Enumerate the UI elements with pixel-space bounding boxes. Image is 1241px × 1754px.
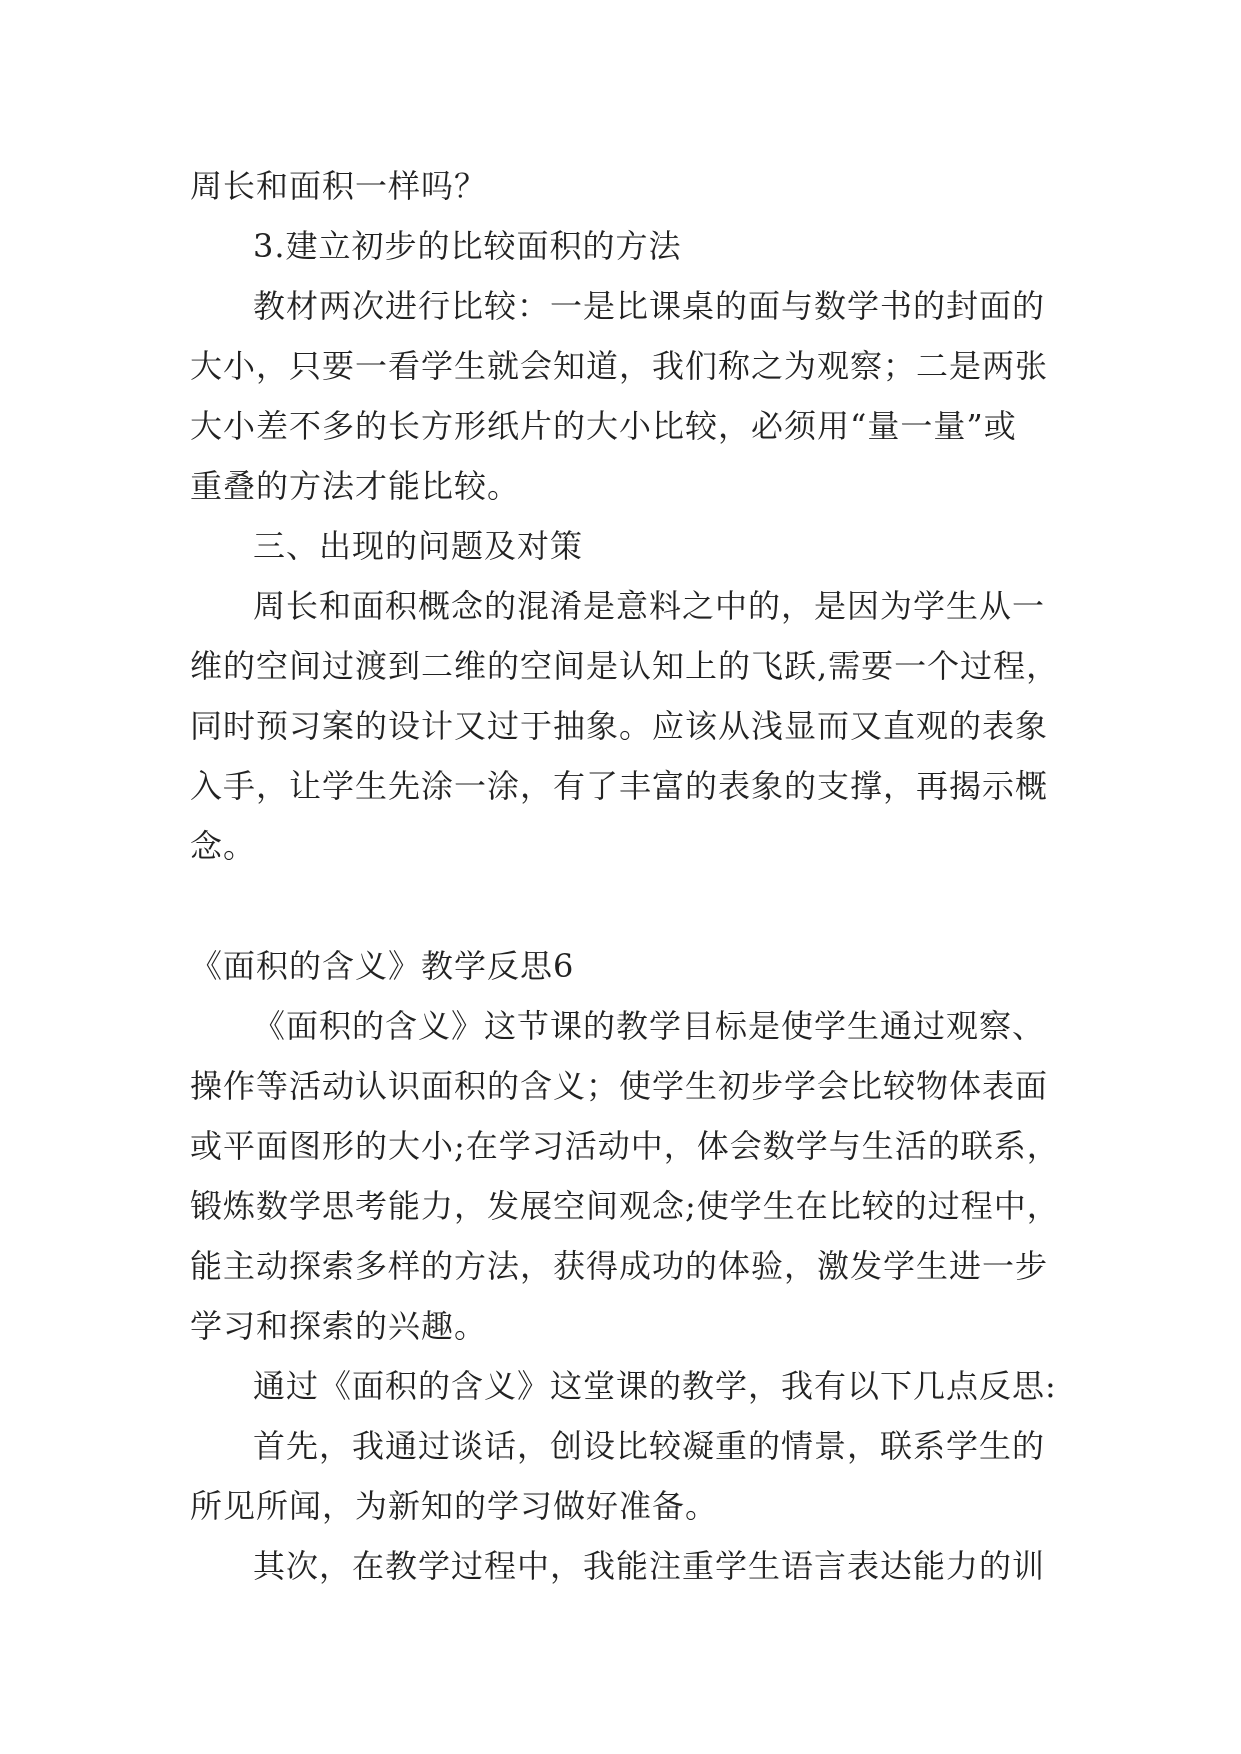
text-line: 周长和面积一样吗？ — [190, 167, 488, 205]
paragraph-line: 锻炼数学思考能力，发展空间观念;使学生在比较的过程中， — [190, 1187, 1060, 1225]
article-title: 《面积的含义》教学反思6 — [190, 947, 575, 985]
paragraph-line: 周长和面积概念的混淆是意料之中的，是因为学生从一 — [253, 587, 1046, 625]
section-heading: 3.建立初步的比较面积的方法 — [253, 227, 682, 265]
paragraph-line: 操作等活动认识面积的含义；使学生初步学会比较物体表面 — [190, 1067, 1049, 1105]
paragraph-line: 其次，在教学过程中，我能注重学生语言表达能力的训 — [253, 1547, 1046, 1585]
paragraph-line: 维的空间过渡到二维的空间是认知上的飞跃,需要一个过程， — [190, 647, 1060, 685]
paragraph-line: 或平面图形的大小;在学习活动中，体会数学与生活的联系， — [190, 1127, 1060, 1165]
paragraph-line: 能主动探索多样的方法，获得成功的体验，激发学生进一步 — [190, 1247, 1049, 1285]
paragraph-line: 首先，我通过谈话，创设比较凝重的情景，联系学生的 — [253, 1427, 1046, 1465]
section-heading: 三、出现的问题及对策 — [253, 527, 584, 565]
paragraph-line: 所见所闻，为新知的学习做好准备。 — [190, 1487, 719, 1525]
paragraph-line: 大小差不多的长方形纸片的大小比较，必须用“量一量”或 — [190, 407, 1017, 445]
paragraph-line: 《面积的含义》这节课的教学目标是使学生通过观察、 — [253, 1007, 1046, 1045]
paragraph-line: 同时预习案的设计又过于抽象。应该从浅显而又直观的表象 — [190, 707, 1049, 745]
paragraph-line: 学习和探索的兴趣。 — [190, 1307, 488, 1345]
paragraph-line: 大小，只要一看学生就会知道，我们称之为观察；二是两张 — [190, 347, 1049, 385]
paragraph-line: 入手，让学生先涂一涂，有了丰富的表象的支撑，再揭示概 — [190, 767, 1049, 805]
paragraph-line: 通过《面积的含义》这堂课的教学，我有以下几点反思: — [253, 1367, 1057, 1405]
paragraph-line: 念。 — [190, 827, 257, 865]
paragraph-line: 重叠的方法才能比较。 — [190, 467, 521, 505]
paragraph-line: 教材两次进行比较：一是比课桌的面与数学书的封面的 — [253, 287, 1046, 325]
